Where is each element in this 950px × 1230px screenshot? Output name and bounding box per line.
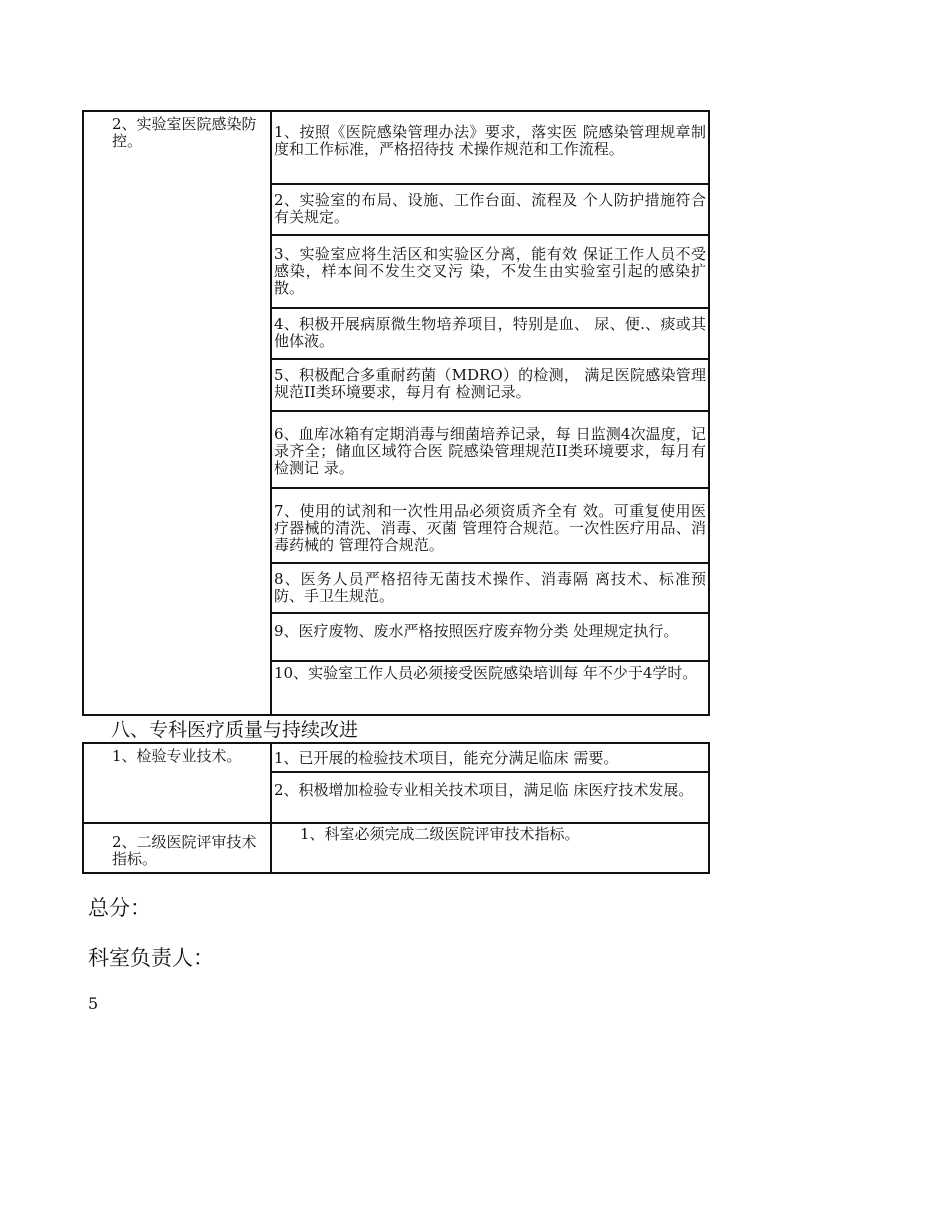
requirement-text: 6、血库冰箱有定期消毒与细菌培养记录，每 日监测4次温度，记录齐全；储血区域符合医 院感染管理规范II类环境要求，每月有检测记 录。 (274, 425, 706, 477)
department-head-label: 科室负责人： (88, 946, 214, 970)
page-number: 5 (88, 994, 99, 1013)
requirement-text: 7、使用的试剂和一次性用品必须资质齐全有 效。可重复使用医疗器械的清洗、消毒、灭菌 管理符合规范。一次性医疗用品、消毒药械的 管理符合规范。 (274, 502, 706, 554)
requirement-cell (271, 563, 709, 613)
requirement-text: 1、按照《医院感染管理办法》要求，落实医 院感染管理规章制度和工作标准，严格招待技 术操作规范和工作流程。 (274, 123, 706, 158)
section-title: 八、专科医疗质量与持续改进 (111, 719, 359, 741)
table-row (83, 823, 709, 873)
requirement-cell (271, 823, 709, 873)
requirement-text: 9、医疗废物、废水严格按照医疗废弃物分类 处理规定执行。 (274, 622, 679, 640)
criteria-item-label: 2、二级医院评审技术指标。 (112, 833, 257, 868)
requirement-text: 2、实验室的布局、设施、工作台面、流程及 个人防护措施符合有关规定。 (274, 191, 706, 226)
requirement-text: 3、实验室应将生活区和实验区分离，能有效 保证工作人员不受感染，样本间不发生交叉污 染，不发生由实验室引起的感染扩散。 (274, 245, 706, 297)
requirement-cell (271, 411, 709, 488)
table-row (83, 743, 709, 772)
requirement-cell (271, 359, 709, 411)
criteria-item-label: 1、检验专业技术。 (112, 747, 242, 765)
requirement-cell (271, 743, 709, 772)
requirement-text: 10、实验室工作人员必须接受医院感染培训每 年不少于4学时。 (274, 664, 698, 682)
criteria-item-cell (83, 743, 271, 823)
criteria-item-label: 2、实验室医院感染防控。 (112, 115, 257, 150)
requirement-cell (271, 488, 709, 563)
requirement-cell (271, 111, 709, 184)
quality-assessment-table (82, 110, 710, 874)
criteria-item-cell (83, 823, 271, 873)
requirement-text: 8、医务人员严格招待无菌技术操作、消毒隔 离技术、标准预防、手卫生规范。 (274, 570, 706, 605)
criteria-item-cell (83, 111, 271, 715)
table-row (83, 111, 709, 184)
section-heading-row (83, 715, 709, 743)
total-score-label: 总分： (88, 896, 151, 920)
requirement-cell (271, 308, 709, 359)
requirement-cell (271, 184, 709, 235)
requirement-text: 5、积极配合多重耐药菌（MDRO）的检测， 满足医院感染管理规范II类环境要求，每月有 检测记录。 (274, 366, 706, 401)
requirement-cell (271, 235, 709, 308)
requirement-text: 4、积极开展病原微生物培养项目，特别是血、 尿、便.、痰或其他体液。 (274, 315, 706, 350)
requirement-text: 1、已开展的检验技术项目，能充分满足临床 需要。 (274, 749, 619, 767)
requirement-text: 1、科室必须完成二级医院评审技术指标。 (300, 825, 580, 843)
section-heading-cell (83, 715, 709, 743)
requirement-cell (271, 613, 709, 661)
requirement-text: 2、积极增加检验专业相关技术项目，满足临 床医疗技术发展。 (274, 781, 694, 799)
requirement-cell (271, 661, 709, 715)
requirement-cell (271, 772, 709, 823)
